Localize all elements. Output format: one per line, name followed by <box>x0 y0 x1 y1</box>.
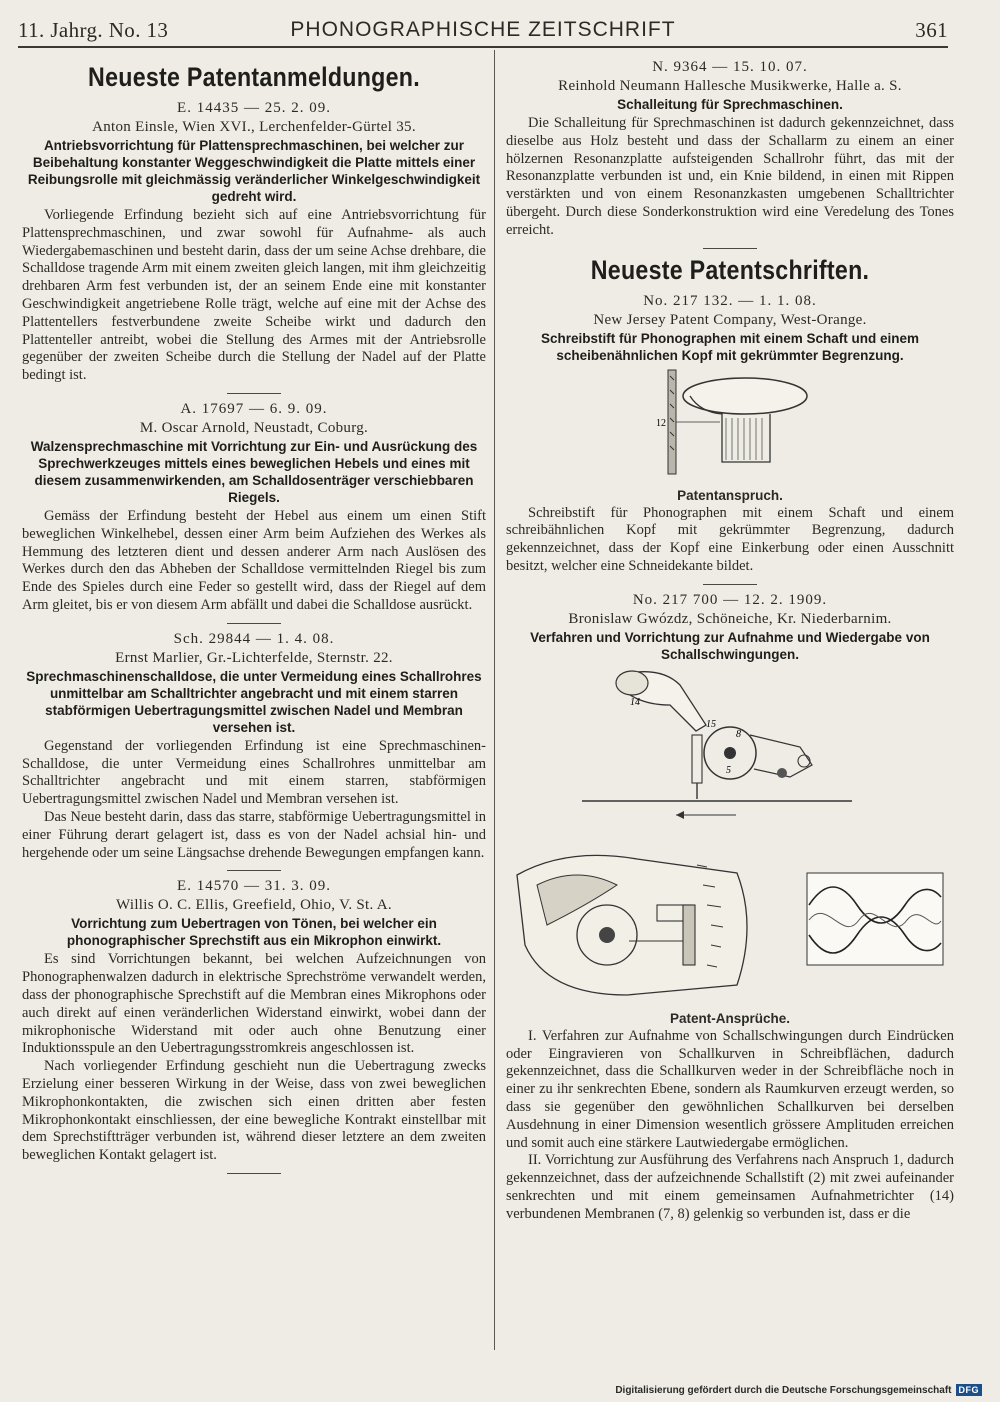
entry-paragraph: Die Schalleitung für Sprechmaschinen ist dadurch gekennzeichnet, dass dieselbe aus Holz besteht und dass der Schallarm zu einem an einer hölzernen Resonanzplatte aufsteigenden Schallrohr führt, das mit der Resonanzplatte verbunden ist und, ein Knie bildend, in einen mit Rippen verstärkten und von einem Resonanzkasten umgebenen Schalltrichter übergeht. Durch diese Sonderkonstruktion wird eine Veredelung des Tones erreicht. <box>506 115 954 238</box>
page-number: 361 <box>915 18 948 42</box>
digitization-credit <box>615 1384 982 1396</box>
journal-title: PHONOGRAPHISCHE ZEITSCHRIFT <box>290 18 676 41</box>
entry-applicant: Anton Einsle, Wien XVI., Lerchenfelder-Gürtel 35. <box>92 119 416 135</box>
claim-heading: Patent-Ansprüche. <box>669 1010 791 1026</box>
entry-title: Vorrichtung zum Uebertragen von Tönen, bei welcher ein phonographischer Sprechstift aus ein Mikrophon einwirkt. <box>66 916 442 949</box>
entry-paragraph: Gemäss der Erfindung besteht der Hebel aus einem um einen Stift beweglichen Winkelhebel, dessen einer Arm beim Aufziehen des Werkes als Hemmung des letzteren dient und dessen anderer Arm nach Auslösen des Werkes durch den das Abheben der Schalldose vermittelnden Riegel bis zum Ende des Spieles durch eine Feder so gestellt wird, dass der Riegel auf dem Arm gleitet, bis er von diesem Arm abfällt und dabei die Schalldose ausrückt. <box>22 507 486 613</box>
wheel-hub <box>724 747 736 759</box>
figure-label: 12 <box>656 417 666 429</box>
separator-rule <box>703 248 757 249</box>
patent-entry <box>22 630 486 863</box>
entry-number: E. 14570 — 31. 3. 09. <box>177 878 331 895</box>
entry-applicant: New Jersey Patent Company, West-Orange. <box>593 311 867 328</box>
credit-text: Digitalisierung gefördert durch die Deutsche Forschungsgemeinschaft <box>615 1384 952 1396</box>
left-column <box>22 58 486 1180</box>
membrane-center <box>599 927 615 943</box>
patent-entry <box>506 58 954 240</box>
stylus-disc-head <box>683 378 807 414</box>
stylus-carrier <box>683 905 695 965</box>
issue-label: 11. Jahrg. No. 13 <box>18 18 169 42</box>
entry-number: N. 9364 — 15. 10. 07. <box>652 59 808 75</box>
patent-entry <box>506 591 954 1224</box>
separator-rule <box>227 1173 281 1174</box>
claim-heading: Patentanspruch. <box>677 487 783 503</box>
section-title-applications: Neueste Patentanmeldungen. <box>88 62 420 92</box>
entry-applicant: M. Oscar Arnold, Neustadt, Coburg. <box>139 419 369 436</box>
section-title-patents: Neueste Patentschriften. <box>590 254 870 285</box>
patent-entry <box>506 292 954 576</box>
entry-title: Antriebsvorrichtung für Plattensprechmaschinen, bei welcher zur Beibehaltung konstanter Weggeschwindigkeit die Platte mittels einer Reibungsrolle mit gleichmässig veränderlicher Winkelgeschwindigkeit gedreht wird. <box>27 138 481 204</box>
claim-text: II. Vorrichtung zur Ausführung des Verfahrens nach Anspruch 1, dadurch gekennzeichnet, dass der aufzeichnende Schallstift (2) mit zwei aufeinander senkrechten und mit einem gemeinsamen Aufnahmetrichter (14) verbundenen Membranen (7, 8) gelenkig so verbunden ist, dass er die <box>506 1152 954 1222</box>
stylus-holder <box>692 735 702 783</box>
entry-number: No. 217 700 — 12. 2. 1909. <box>632 591 828 608</box>
figure-label: 8 <box>736 728 741 740</box>
figure-label: 14 <box>630 696 640 708</box>
separator-rule <box>227 623 281 624</box>
entry-paragraph: Gegenstand der vorliegenden Erfindung ist eine Sprechmaschinen-Schalldose, die unter Vermeidung eines Schallrohres unmittelbar am Schalltrichter angebracht und mit einem starren, stabförmigen Uebertragungsmittel zwischen Nadel und Membran versehen ist. <box>22 737 486 808</box>
entry-paragraph: Das Neue besteht darin, dass das starre, stabförmige Uebertragungsmittel in einer Führung derart gelagert ist, dass es von der Nadel achsial hin- und hergehende oder um seine Längsachse drehende Bewegungen empfangen kann. <box>22 808 486 861</box>
stylus-shaft-wall <box>668 370 676 474</box>
pivot-2 <box>777 768 787 778</box>
claim-text: I. Verfahren zur Aufnahme von Schallschwingungen durch Eindrücken oder Eingravieren von Schallkurven in Schreibflächen, dadurch gekennzeichnet, dass die Schallkurven weder in der Schreibfläche noch in einer zu ihr senkrechten Ebene, sondern als Raumkurven erzeugt werden, so dass sie gegenüber den gewöhnlichen Schallkurven bei derselben Ausdehnung in einer Dimension wesentlich grössere Amplituden erreichen und somit auch eine stärkere Lautwiedergabe ermöglichen. <box>506 1027 954 1151</box>
column-divider <box>494 50 495 1350</box>
patent-entry <box>22 400 486 615</box>
entry-paragraph: Vorliegende Erfindung bezieht sich auf eine Antriebsvorrichtung für Plattensprechmaschinen, und zwar sowohl für Aufnahme- als auch Wiedergabemaschinen und besteht darin, dass der um seine Achse drehbare, die Schalldose tragende Arm mit einem zweiten gleich langen, mit ihm gleichzeitig drehbaren Arm fest verbunden ist, der an seinem Ende eine mit konstanter Geschwindigkeit angetriebene Rolle trägt, welche auf eine mit der Achse des Plattentellers festverbundene zweite Scheibe wirkt und dadurch den Plattenteller antreibt, wobei die Stellung des Armes mit der Antriebsrolle gegenüber der zweiten Scheibe durch die Stellung der Nadel auf der Platte bedingt ist. <box>22 207 486 384</box>
sectional-and-curve-figure <box>507 845 953 1005</box>
separator-rule <box>703 584 757 585</box>
stylus-figure <box>640 366 820 482</box>
entry-number: Sch. 29844 — 1. 4. 08. <box>173 630 335 647</box>
entry-applicant: Reinhold Neumann Hallesche Musikwerke, Halle a. S. <box>558 78 902 94</box>
entry-title: Schreibstift für Phonographen mit einem Schaft und einem scheibenähnlichen Kopf mit gekrümmter Begrenzung. <box>540 330 920 363</box>
patent-entry <box>22 99 486 385</box>
right-column <box>506 58 954 1224</box>
figure-label: 15 <box>706 718 716 730</box>
entry-paragraph: Es sind Vorrichtungen bekannt, bei welchen Aufzeichnungen von Phonographenwalzen dadurch in elektrische Sprechströme verwandelt werden, dass der phonographische Sprechstift auf die Membran eines Mikrophons oder auch direkt auf einen veränderlichen Widerstand einwirkt, wobei dann der mikrophonische Widerstand mit oder auch ohne Benutzung einer Induktionsspule an den Uebertragungsstromkreis angeschlossen ist. <box>22 951 486 1057</box>
entry-title: Sprechmaschinenschalldose, die unter Vermeidung eines Schallrohres unmittelbar am Schalltrichter angebracht und mit einem starren stabförmigen Uebertragungsmittel zwischen Nadel und Membran versehen ist. <box>26 668 482 735</box>
pivot-1 <box>798 755 810 767</box>
separator-rule <box>227 870 281 871</box>
running-head <box>18 16 948 48</box>
entry-applicant: Bronislaw Gwózdz, Schöneiche, Kr. Niederbarnim. <box>568 610 892 627</box>
claim-text: Schreibstift für Phonographen mit einem Schaft und einem schreibähnlichen Kopf mit gekrümmter Begrenzung, dadurch gekennzeichnet, dass der Kopf eine Einkerbung oder einen Ausschnitt besitzt, welcher eine Schneidekante bildet. <box>506 504 954 574</box>
body-hatching <box>726 418 762 460</box>
figure-label: 5 <box>726 764 731 776</box>
patent-entry <box>22 877 486 1165</box>
arrow-head <box>676 811 684 819</box>
entry-number: A. 17697 — 6. 9. 09. <box>180 400 328 417</box>
entry-number: No. 217 132. — 1. 1. 08. <box>643 292 817 309</box>
entry-applicant: Willis O. C. Ellis, Greefield, Ohio, V. St. A. <box>116 897 392 914</box>
entry-title: Schalleitung für Sprechmaschinen. <box>617 97 843 112</box>
separator-rule <box>227 393 281 394</box>
entry-title: Verfahren und Vorrichtung zur Aufnahme und Wiedergabe von Schallschwingungen. <box>530 629 930 662</box>
entry-title: Walzensprechmaschine mit Vorrichtung zur Ein- und Ausrückung des Sprechwerkzeuges mittels eines beweglichen Hebels und eines mit diesem zusammenwirkenden, am Schalldosenträger verschiebbaren Riegels. <box>30 438 478 505</box>
entry-number: E. 14435 — 25. 2. 09. <box>177 100 331 116</box>
entry-paragraph: Nach vorliegender Erfindung geschieht nun die Uebertragung zwecks Erzielung einer besseren Wirkung in der Weise, dass von zwei beweglichen Mikrophonkontakten, die zwischen sich einen dritten aber festen Mikrophonkontakt einschliessen, der eine bewegliche Kontrakt einstellbar mit dem Sprechstiftträger verbunden ist, während dieser letztere an dem zweiten beweglichen Kontakt gelagert ist. <box>22 1058 486 1164</box>
horn-mouth <box>616 671 648 695</box>
recording-apparatus-figure <box>510 665 950 845</box>
entry-applicant: Ernst Marlier, Gr.-Lichterfelde, Sternstr. 22. <box>115 649 393 666</box>
dfg-logo: DFG <box>956 1384 983 1396</box>
